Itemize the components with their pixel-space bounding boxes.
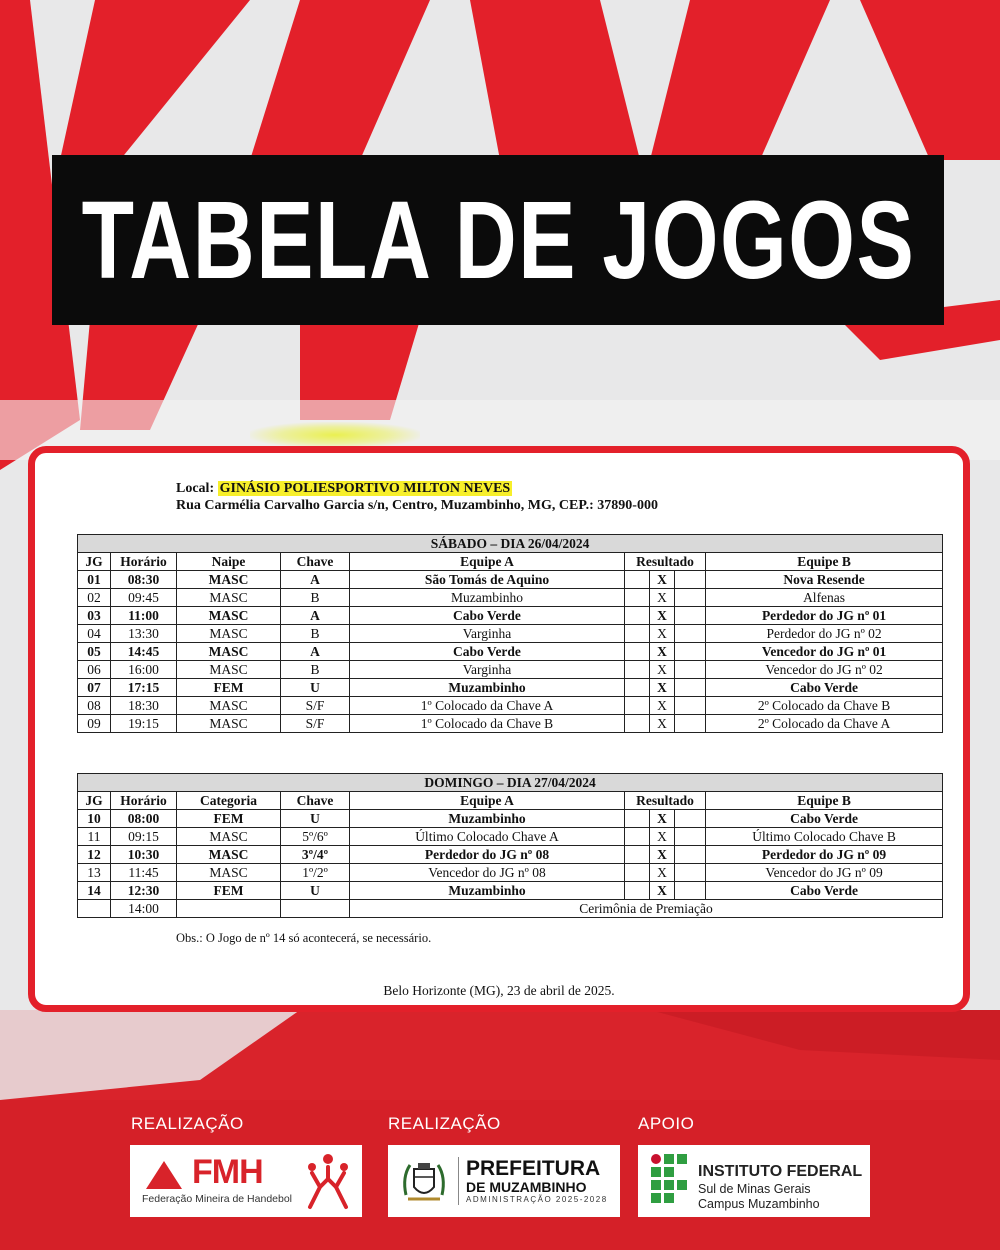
game-number: 06 — [78, 661, 111, 679]
fmh-full-name: Federação Mineira de Handebol — [142, 1193, 293, 1205]
game-time: 12:30 — [111, 882, 177, 900]
score-a — [625, 679, 650, 697]
sunday-header-row — [78, 792, 943, 810]
handball-players-icon — [300, 1151, 356, 1211]
prefeitura-divider — [458, 1157, 459, 1205]
team-a: Cabo Verde — [350, 643, 625, 661]
game-number: 01 — [78, 571, 111, 589]
ceremony-category — [177, 900, 281, 918]
team-b: Alfenas — [706, 589, 943, 607]
game-group: U — [281, 679, 350, 697]
game-number: 05 — [78, 643, 111, 661]
schedule-document — [28, 446, 970, 1012]
if-campus: Campus Muzambinho — [698, 1197, 820, 1211]
page-title: TABELA DE JOGOS — [81, 178, 915, 302]
game-time: 09:45 — [111, 589, 177, 607]
game-group: B — [281, 625, 350, 643]
column-header: Chave — [281, 553, 350, 571]
table-row — [78, 846, 943, 864]
column-header: Categoria — [177, 792, 281, 810]
game-number: 03 — [78, 607, 111, 625]
game-group: 5º/6º — [281, 828, 350, 846]
game-category: MASC — [177, 846, 281, 864]
table-row — [78, 679, 943, 697]
score-a — [625, 607, 650, 625]
saturday-header-row — [78, 553, 943, 571]
game-group: U — [281, 882, 350, 900]
sunday-rows — [78, 810, 943, 918]
team-a: Varginha — [350, 661, 625, 679]
game-number: 14 — [78, 882, 111, 900]
saturday-rows — [78, 571, 943, 733]
score-b — [675, 810, 706, 828]
column-header: Equipe B — [706, 792, 943, 810]
table-row — [78, 864, 943, 882]
column-header: Equipe B — [706, 553, 943, 571]
column-header: Equipe A — [350, 792, 625, 810]
game-group: 1º/2º — [281, 864, 350, 882]
game-time: 14:45 — [111, 643, 177, 661]
game-time: 13:30 — [111, 625, 177, 643]
game-category: MASC — [177, 571, 281, 589]
game-category: MASC — [177, 589, 281, 607]
apoio-label: APOIO — [638, 1114, 695, 1133]
game-group: U — [281, 810, 350, 828]
game-number: 04 — [78, 625, 111, 643]
versus-mark: X — [650, 810, 675, 828]
game-group: S/F — [281, 715, 350, 733]
column-header: JG — [78, 553, 111, 571]
game-time: 19:15 — [111, 715, 177, 733]
game-time: 11:45 — [111, 864, 177, 882]
fmh-triangle-icon — [144, 1159, 184, 1191]
table-row — [78, 607, 943, 625]
venue-address: Rua Carmélia Carvalho Garcia s/n, Centro, Muzambinho, MG, CEP.: 37890-000 — [176, 498, 658, 513]
versus-mark: X — [650, 715, 675, 733]
table-row — [78, 589, 943, 607]
versus-mark: X — [650, 643, 675, 661]
game-time: 11:00 — [111, 607, 177, 625]
score-b — [675, 661, 706, 679]
team-a: Cabo Verde — [350, 607, 625, 625]
column-header: Naipe — [177, 553, 281, 571]
fmh-logo — [130, 1145, 362, 1217]
team-a: Muzambinho — [350, 679, 625, 697]
team-b: Perdedor do JG nº 02 — [706, 625, 943, 643]
ceremony-row — [78, 900, 943, 918]
versus-mark: X — [650, 864, 675, 882]
realizacao-label-1: REALIZAÇÃO — [131, 1114, 244, 1133]
game-category: FEM — [177, 810, 281, 828]
score-b — [675, 864, 706, 882]
team-b: Cabo Verde — [706, 679, 943, 697]
score-a — [625, 810, 650, 828]
team-a: Vencedor do JG nº 08 — [350, 864, 625, 882]
score-b — [675, 643, 706, 661]
score-a — [625, 882, 650, 900]
coat-of-arms-icon — [398, 1155, 450, 1207]
if-region: Sul de Minas Gerais — [698, 1182, 811, 1196]
team-a: 1º Colocado da Chave A — [350, 697, 625, 715]
team-b: Perdedor do JG nº 01 — [706, 607, 943, 625]
ceremony-group — [281, 900, 350, 918]
team-b: Cabo Verde — [706, 810, 943, 828]
column-header: Horário — [111, 792, 177, 810]
score-b — [675, 697, 706, 715]
score-b — [675, 679, 706, 697]
versus-mark: X — [650, 697, 675, 715]
game-category: MASC — [177, 697, 281, 715]
game-category: MASC — [177, 625, 281, 643]
column-header: Resultado — [625, 553, 706, 571]
game-number: 07 — [78, 679, 111, 697]
game-number: 10 — [78, 810, 111, 828]
versus-mark: X — [650, 846, 675, 864]
score-b — [675, 715, 706, 733]
game-number: 08 — [78, 697, 111, 715]
game-category: MASC — [177, 643, 281, 661]
column-header: Resultado — [625, 792, 706, 810]
venue-name: GINÁSIO POLIESPORTIVO MILTON NEVES — [219, 481, 511, 496]
game-category: FEM — [177, 882, 281, 900]
game-time: 17:15 — [111, 679, 177, 697]
table-row — [78, 571, 943, 589]
score-a — [625, 828, 650, 846]
team-a: Último Colocado Chave A — [350, 828, 625, 846]
team-b: Perdedor do JG nº 09 — [706, 846, 943, 864]
game-category: MASC — [177, 715, 281, 733]
table-row — [78, 828, 943, 846]
column-header: JG — [78, 792, 111, 810]
prefeitura-title: PREFEITURA — [466, 1157, 601, 1180]
if-grid-icon — [650, 1153, 690, 1209]
versus-mark: X — [650, 607, 675, 625]
game-number: 12 — [78, 846, 111, 864]
score-b — [675, 571, 706, 589]
ceremony-time: 14:00 — [111, 900, 177, 918]
team-a: São Tomás de Aquino — [350, 571, 625, 589]
ceremony-text: Cerimônia de Premiação — [350, 900, 943, 918]
table-row — [78, 810, 943, 828]
score-b — [675, 828, 706, 846]
versus-mark: X — [650, 625, 675, 643]
score-a — [625, 846, 650, 864]
game-time: 08:30 — [111, 571, 177, 589]
game-time: 10:30 — [111, 846, 177, 864]
table-row — [78, 882, 943, 900]
game-category: MASC — [177, 661, 281, 679]
saturday-table — [77, 534, 943, 733]
team-a: 1º Colocado da Chave B — [350, 715, 625, 733]
versus-mark: X — [650, 661, 675, 679]
versus-mark: X — [650, 679, 675, 697]
venue-line — [176, 481, 512, 497]
versus-mark: X — [650, 571, 675, 589]
score-b — [675, 589, 706, 607]
team-a: Muzambinho — [350, 589, 625, 607]
score-a — [625, 571, 650, 589]
team-b: Nova Resende — [706, 571, 943, 589]
realizacao-label-2: REALIZAÇÃO — [388, 1114, 501, 1133]
versus-mark: X — [650, 828, 675, 846]
game-number: 09 — [78, 715, 111, 733]
versus-mark: X — [650, 882, 675, 900]
table-row — [78, 715, 943, 733]
score-b — [675, 846, 706, 864]
fmh-name: FMH — [192, 1153, 263, 1191]
if-title: INSTITUTO FEDERAL — [698, 1163, 863, 1180]
game-category: FEM — [177, 679, 281, 697]
game-number: 13 — [78, 864, 111, 882]
team-b: Último Colocado Chave B — [706, 828, 943, 846]
table-row — [78, 643, 943, 661]
sunday-heading: DOMINGO – DIA 27/04/2024 — [78, 774, 943, 792]
table-row — [78, 661, 943, 679]
team-b: Vencedor do JG nº 09 — [706, 864, 943, 882]
game-group: A — [281, 607, 350, 625]
game-time: 16:00 — [111, 661, 177, 679]
title-banner — [52, 155, 944, 325]
column-header: Horário — [111, 553, 177, 571]
venue-label: Local: — [176, 481, 215, 496]
game-time: 18:30 — [111, 697, 177, 715]
game-group: A — [281, 643, 350, 661]
score-a — [625, 661, 650, 679]
score-a — [625, 643, 650, 661]
column-header: Chave — [281, 792, 350, 810]
team-b: 2º Colocado da Chave B — [706, 697, 943, 715]
game-group: A — [281, 571, 350, 589]
table-row — [78, 625, 943, 643]
observation-note: Obs.: O Jogo de nº 14 só acontecerá, se necessário. — [176, 931, 432, 945]
game-number: 11 — [78, 828, 111, 846]
prefeitura-subtitle: DE MUZAMBINHO — [466, 1179, 587, 1195]
game-group: B — [281, 661, 350, 679]
highlight-glow — [250, 422, 420, 448]
game-group: B — [281, 589, 350, 607]
table-row — [78, 697, 943, 715]
versus-mark: X — [650, 589, 675, 607]
saturday-heading: SÁBADO – DIA 26/04/2024 — [78, 535, 943, 553]
score-a — [625, 625, 650, 643]
score-b — [675, 625, 706, 643]
game-category: MASC — [177, 864, 281, 882]
team-a: Perdedor do JG nº 08 — [350, 846, 625, 864]
instituto-federal-logo — [638, 1145, 870, 1217]
game-group: 3º/4º — [281, 846, 350, 864]
game-group: S/F — [281, 697, 350, 715]
ceremony-number — [78, 900, 111, 918]
score-a — [625, 715, 650, 733]
team-b: Vencedor do JG nº 01 — [706, 643, 943, 661]
game-category: MASC — [177, 828, 281, 846]
score-a — [625, 697, 650, 715]
signature-line: Belo Horizonte (MG), 23 de abril de 2025. — [383, 983, 615, 998]
prefeitura-logo — [388, 1145, 620, 1217]
team-a: Varginha — [350, 625, 625, 643]
score-a — [625, 864, 650, 882]
team-b: Cabo Verde — [706, 882, 943, 900]
score-b — [675, 607, 706, 625]
game-number: 02 — [78, 589, 111, 607]
game-category: MASC — [177, 607, 281, 625]
team-a: Muzambinho — [350, 882, 625, 900]
game-time: 09:15 — [111, 828, 177, 846]
team-a: Muzambinho — [350, 810, 625, 828]
game-time: 08:00 — [111, 810, 177, 828]
column-header: Equipe A — [350, 553, 625, 571]
prefeitura-administration: ADMINISTRAÇÃO 2025-2028 — [466, 1195, 608, 1204]
team-b: Vencedor do JG nº 02 — [706, 661, 943, 679]
score-a — [625, 589, 650, 607]
team-b: 2º Colocado da Chave A — [706, 715, 943, 733]
sunday-table — [77, 773, 943, 918]
score-b — [675, 882, 706, 900]
